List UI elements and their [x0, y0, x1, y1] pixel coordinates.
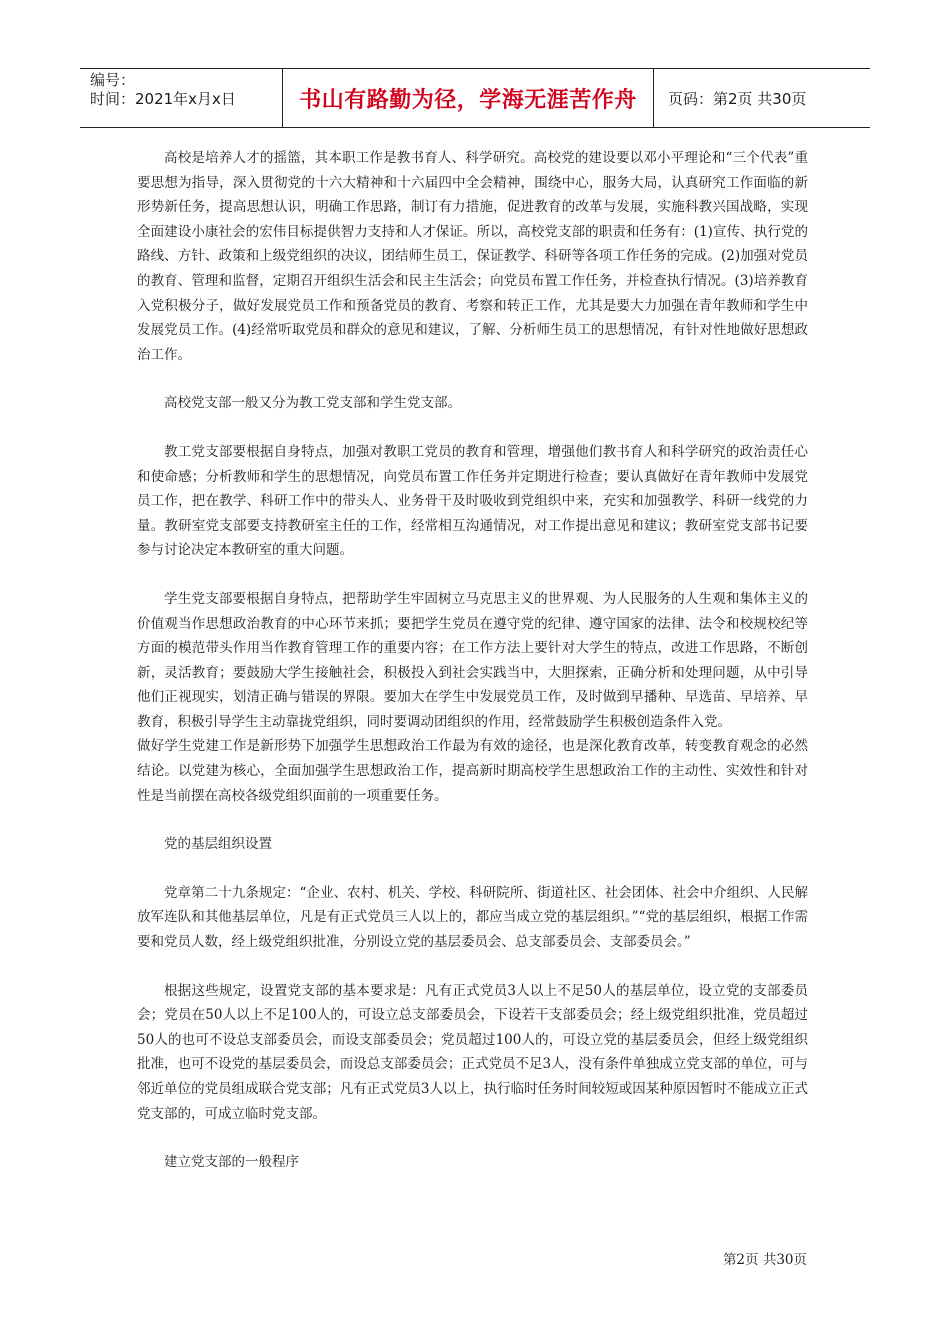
document-number-label: 编号： — [90, 71, 136, 89]
document-body — [137, 146, 808, 1175]
document-date-label: 时间：2021年x月x日 — [90, 90, 236, 108]
section-heading-grassroots-organization: 党的基层组织设置 — [164, 836, 272, 853]
page-header — [80, 68, 870, 128]
header-motto: 书山有路勤为径，学海无涯苦作舟 — [282, 69, 654, 127]
header-page-number: 页码：第2页 共30页 — [668, 89, 807, 108]
header-meta — [80, 69, 282, 127]
paragraph-faculty-branch: 教工党支部要根据自身特点，加强对教职工党员的教育和管理，增强他们教书育人和科学研究的政治责任心和使命感；分析教师和学生的思想情况，向党员布置工作任务并定期进行检查；要认真做好在青年教师中发展党员工作，把在教学、科研工作中的带头人、业务骨干及时吸收到党组织中来，充实和加强教学、科研一线党的力量。教研室党支部要支持教研室主任的工作，经常相互沟通情况，对工作提出意见和建议；教研室党支部书记要参与讨论决定本教研室的重大问题。 — [137, 443, 808, 559]
paragraph-student-branch: 学生党支部要根据自身特点，把帮助学生牢固树立马克思主义的世界观、为人民服务的人生观和集体主义的价值观当作思想政治教育的中心环节来抓；要把学生党员在遵守党的纪律、遵守国家的法律、法令和校规校纪等方面的模范带头作用当作教育管理工作的重要内容；在工作方法上要针对大学生的特点，改进工作思路，不断创新，灵活教育；要鼓励大学生接触社会，积极投入到社会实践当中，大胆探索，正确分析和处理问题，从中引导他们正视现实，划清正确与错误的界限。要加大在学生中发展党员工作，及时做到早播种、早选苗、早培养、早教育，积极引导学生主动靠拢党组织，同时要调动团组织的作用，经常鼓励学生积极创造条件入党。 — [137, 590, 808, 730]
paragraph-branch-types: 高校党支部一般又分为教工党支部和学生党支部。 — [164, 395, 461, 412]
paragraph-student-party-building: 做好学生党建工作是新形势下加强学生思想政治工作最为有效的途径，也是深化教育改革，转变教育观念的必然结论。以党建为核心，全面加强学生思想政治工作，提高新时期高校学生思想政治工作的主动性、实效性和针对性是当前摆在高校各级党组织面前的一项重要任务。 — [137, 738, 808, 804]
section-heading-setup-procedure: 建立党支部的一般程序 — [164, 1154, 299, 1171]
paragraph-setup-requirements: 根据这些规定，设置党支部的基本要求是：凡有正式党员3人以上不足50人的基层单位，设立党的支部委员会；党员在50人以上不足100人的，可设立总支部委员会，下设若干支部委员会；经上级党组织批准，党员超过50人的也可不设总支部委员会，而设支部委员会；党员超过100人的，可设立党的基层委员会，但经上级党组织批准，也可不设党的基层委员会，而设总支部委员会；正式党员不足3人，没有条件单独成立党支部的单位，可与邻近单位的党员组成联合党支部；凡有正式党员3人以上，执行临时任务时间较短或因某种原因暂时不能成立正式党支部的，可成立临时党支部。 — [137, 982, 808, 1122]
page-footer: 第2页 共30页 — [722, 1252, 807, 1268]
paragraph-party-constitution: 党章第二十九条规定：“企业、农村、机关、学校、科研院所、街道社区、社会团体、社会中介组织、人民解放军连队和其他基层单位，凡是有正式党员三人以上的，都应当成立党的基层组织。”“党的基层组织，根据工作需要和党员人数，经上级党组织批准，分别设立党的基层委员会、总支部委员会、支部委员会。” — [137, 884, 808, 951]
paragraph-duties: 高校是培养人才的摇篮，其本职工作是教书育人、科学研究。高校党的建设要以邓小平理论和“三个代表”重要思想为指导，深入贯彻党的十六大精神和十六届四中全会精神，围绕中心，服务大局，认真研究工作面临的新形势新任务，提高思想认识，明确工作思路，制订有力措施，促进教育的改革与发展，实施科教兴国战略，实现全面建设小康社会的宏伟目标提供智力支持和人才保证。所以，高校党支部的职责和任务有：(1)宣传、执行党的路线、方针、政策和上级党组织的决议，团结师生员工，保证教学、科研等各项工作任务的完成。(2)加强对党员的教育、管理和监督，定期召开组织生活会和民主生活会；向党员布置工作任务，并检查执行情况。(3)培养教育入党积极分子，做好发展党员工作和预备党员的教育、考察和转正工作，尤其是要大力加强在青年教师和学生中发展党员工作。(4)经常听取党员和群众的意见和建议，了解、分析师生员工的思想情况，有针对性地做好思想政治工作。 — [137, 150, 808, 363]
